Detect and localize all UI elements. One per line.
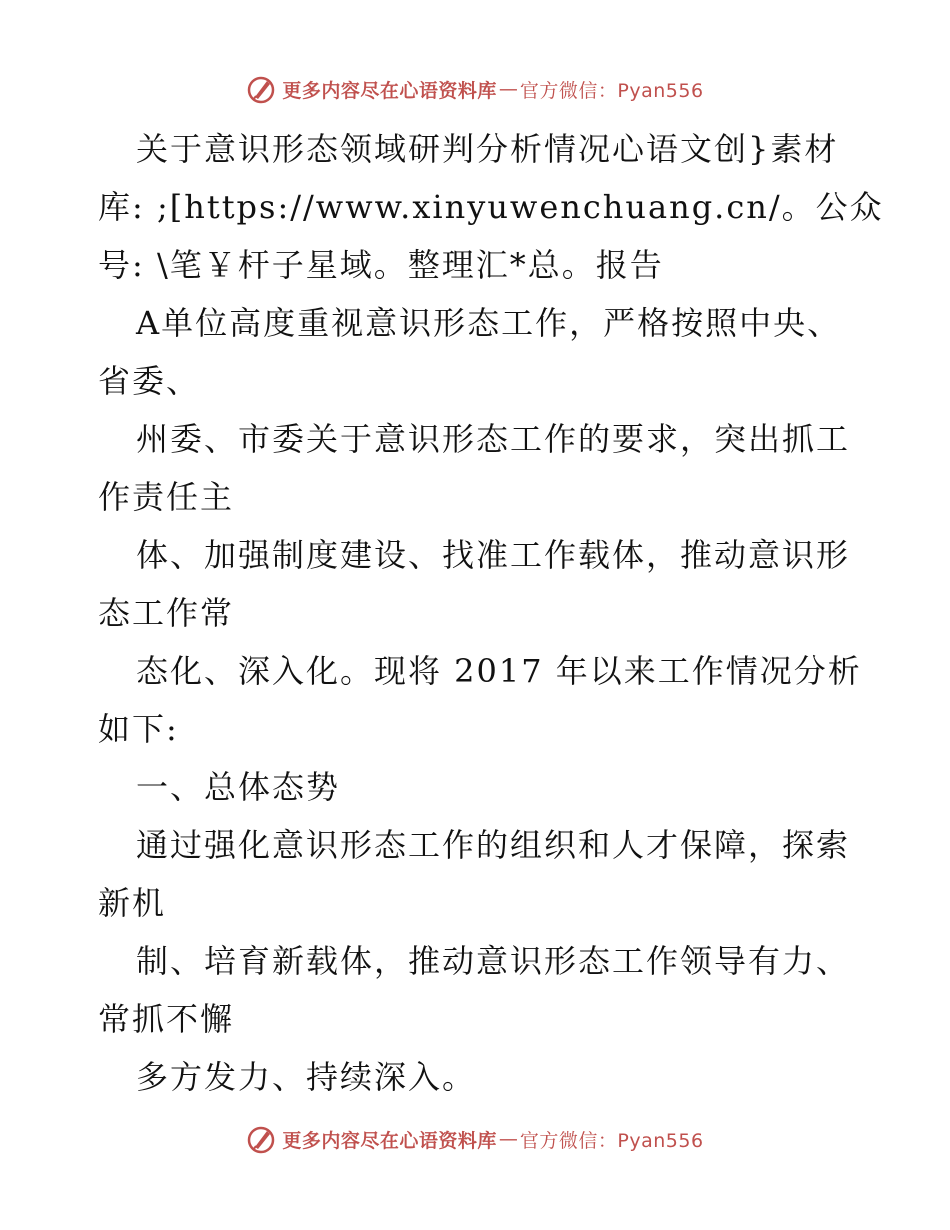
text-line: 多方发力、持续深入。 bbox=[136, 1058, 477, 1096]
text-line: 态化、深入化。现将 2017 年以来工作情况分析 bbox=[136, 652, 862, 690]
text-line: 作责任主 bbox=[98, 478, 235, 516]
text-line: 如下: bbox=[98, 710, 179, 748]
text-line: 州委、市委关于意识形态工作的要求，突出抓工 bbox=[136, 420, 851, 458]
document-body bbox=[98, 120, 884, 1106]
text-line: 新机 bbox=[98, 884, 167, 922]
text-line: 号: \笔￥杆子星域。整理汇*总。报告 bbox=[98, 246, 664, 284]
footer-banner bbox=[0, 1122, 950, 1156]
banner-sub-text: 官方微信：Pyan556 bbox=[519, 1129, 704, 1152]
text-line: 通过强化意识形态工作的组织和人才保障，探索 bbox=[136, 826, 851, 864]
text-line: 制、培育新载体，推动意识形态工作领导有力、 bbox=[136, 942, 851, 980]
quill-logo-icon bbox=[246, 1124, 276, 1154]
text-line: 体、加强制度建设、找准工作载体，推动意识形 bbox=[136, 536, 851, 574]
text-line: 关于意识形态领域研判分析情况心语文创}素材 bbox=[136, 130, 839, 168]
banner-dash: — bbox=[498, 1128, 518, 1150]
text-line: 态工作常 bbox=[98, 594, 235, 632]
quill-logo-icon bbox=[246, 74, 276, 104]
banner-dash: — bbox=[498, 78, 518, 100]
text-line: A单位高度重视意识形态工作，严格按照中央、 bbox=[136, 304, 842, 342]
header-banner bbox=[0, 72, 950, 106]
text-line: 库: ;[https://www.xinyuwenchuang.cn/。公众 bbox=[98, 188, 884, 226]
text-line: 常抓不懈 bbox=[98, 1000, 235, 1038]
banner-main-text: 更多内容尽在心语资料库 bbox=[282, 1129, 497, 1152]
banner-sub-text: 官方微信：Pyan556 bbox=[519, 79, 704, 102]
section-heading: 一、总体态势 bbox=[136, 768, 341, 806]
text-line: 省委、 bbox=[98, 362, 201, 400]
banner-main-text: 更多内容尽在心语资料库 bbox=[282, 79, 497, 102]
